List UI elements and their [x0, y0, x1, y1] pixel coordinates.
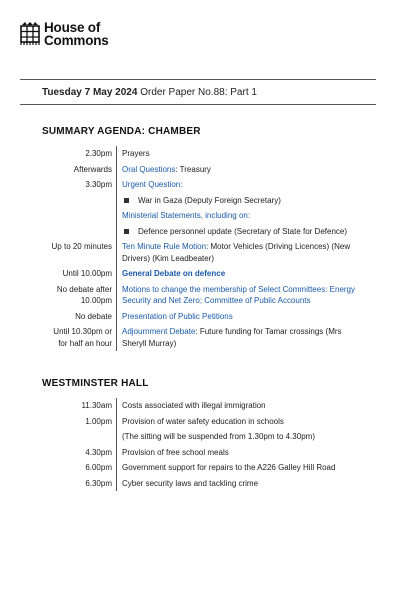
adjournment-debate-link[interactable]: Adjournment Debate	[122, 327, 196, 336]
ten-minute-rule-link[interactable]: Ten Minute Rule Motion	[122, 242, 207, 251]
agenda-time: Until 10.30pm or for half an hour	[53, 327, 112, 348]
agenda-time: 4.30pm	[85, 447, 112, 457]
agenda-item: : Treasury	[175, 164, 211, 174]
agenda-time: No debate	[75, 311, 112, 321]
agenda-item: : Motor Vehicles (Driving Licences) (New Drivers) (Kim Leadbeater)	[122, 242, 351, 263]
agenda-time: 1.00pm	[85, 416, 112, 426]
top-rule	[20, 79, 376, 80]
agenda-row	[42, 309, 362, 325]
agenda-item: Government support for repairs to the A226 Galley Hill Road	[122, 463, 336, 472]
chamber-agenda	[42, 146, 362, 351]
agenda-row	[42, 162, 362, 178]
logo-line-2: Commons	[44, 32, 109, 48]
agenda-row	[42, 208, 362, 224]
agenda-item: Costs associated with illegal immigration	[122, 401, 266, 410]
agenda-row	[42, 460, 362, 476]
agenda-bullet: War in Gaza (Deputy Foreign Secretary)	[138, 195, 281, 205]
agenda-bullet: Defence personnel update (Secretary of State for Defence)	[138, 226, 348, 236]
westminster-hall-agenda	[42, 398, 362, 491]
agenda-item: Prayers	[122, 149, 150, 158]
agenda-item: Cyber security laws and tackling crime	[122, 478, 259, 488]
bullet-icon	[124, 198, 129, 203]
logo-wordmark	[44, 22, 109, 47]
agenda-time: Until 10.00pm	[62, 269, 112, 278]
agenda-time: 11.30am	[81, 401, 112, 410]
agenda-row	[42, 266, 362, 282]
urgent-question-link[interactable]: Urgent Question:	[122, 180, 183, 189]
agenda-time	[42, 224, 116, 240]
agenda-row	[42, 476, 362, 492]
oral-questions-link[interactable]: Oral Questions	[122, 164, 176, 174]
order-paper-title	[42, 87, 257, 98]
agenda-time: Afterwards	[73, 164, 112, 174]
title-underline	[20, 104, 376, 105]
order-paper-date: Tuesday 7 May 2024	[42, 87, 138, 98]
ministerial-statements-link[interactable]: Ministerial Statements, including on:	[122, 211, 251, 220]
general-debate-link[interactable]: General Debate on defence	[122, 269, 226, 278]
logo-line-1: House of	[44, 20, 101, 35]
bullet-icon	[124, 229, 129, 234]
agenda-time	[42, 429, 116, 445]
agenda-time: 6.30pm	[85, 478, 112, 488]
agenda-note: (The sitting will be suspended from 1.30pm to 4.30pm)	[122, 432, 315, 441]
agenda-row	[42, 429, 362, 445]
agenda-row	[42, 224, 362, 240]
agenda-row	[42, 146, 362, 162]
public-petitions-link[interactable]: Presentation of Public Petitions	[122, 311, 233, 321]
agenda-row	[42, 398, 362, 414]
chamber-heading: SUMMARY AGENDA: CHAMBER	[42, 126, 201, 137]
westminster-hall-heading: WESTMINSTER HALL	[42, 378, 149, 389]
agenda-time: Up to 20 minutes	[51, 242, 112, 251]
order-paper-number: Order Paper No.88: Part 1	[140, 87, 257, 98]
house-of-commons-logo	[20, 22, 109, 47]
agenda-time: No debate after 10.00pm	[56, 284, 112, 305]
agenda-row	[42, 324, 362, 351]
agenda-row	[42, 239, 362, 266]
portcullis-icon	[20, 22, 40, 46]
agenda-row	[42, 193, 362, 209]
agenda-time	[42, 193, 116, 209]
agenda-item: : Future funding for Tamar crossings (Mrs Sheryll Murray)	[122, 327, 342, 348]
agenda-row	[42, 282, 362, 309]
agenda-row	[42, 445, 362, 461]
agenda-row	[42, 177, 362, 193]
agenda-time	[42, 208, 116, 224]
agenda-item: Provision of water safety education in schools	[122, 416, 284, 426]
agenda-item: Provision of free school meals	[122, 447, 229, 457]
agenda-time: 6.00pm	[85, 463, 112, 472]
select-committees-link[interactable]: Motions to change the membership of Select Committees: Energy Security and Net Zero; Committee of Public Accounts	[122, 284, 355, 305]
agenda-time: 3.30pm	[85, 180, 112, 189]
agenda-time: 2.30pm	[85, 149, 112, 158]
agenda-row	[42, 414, 362, 430]
